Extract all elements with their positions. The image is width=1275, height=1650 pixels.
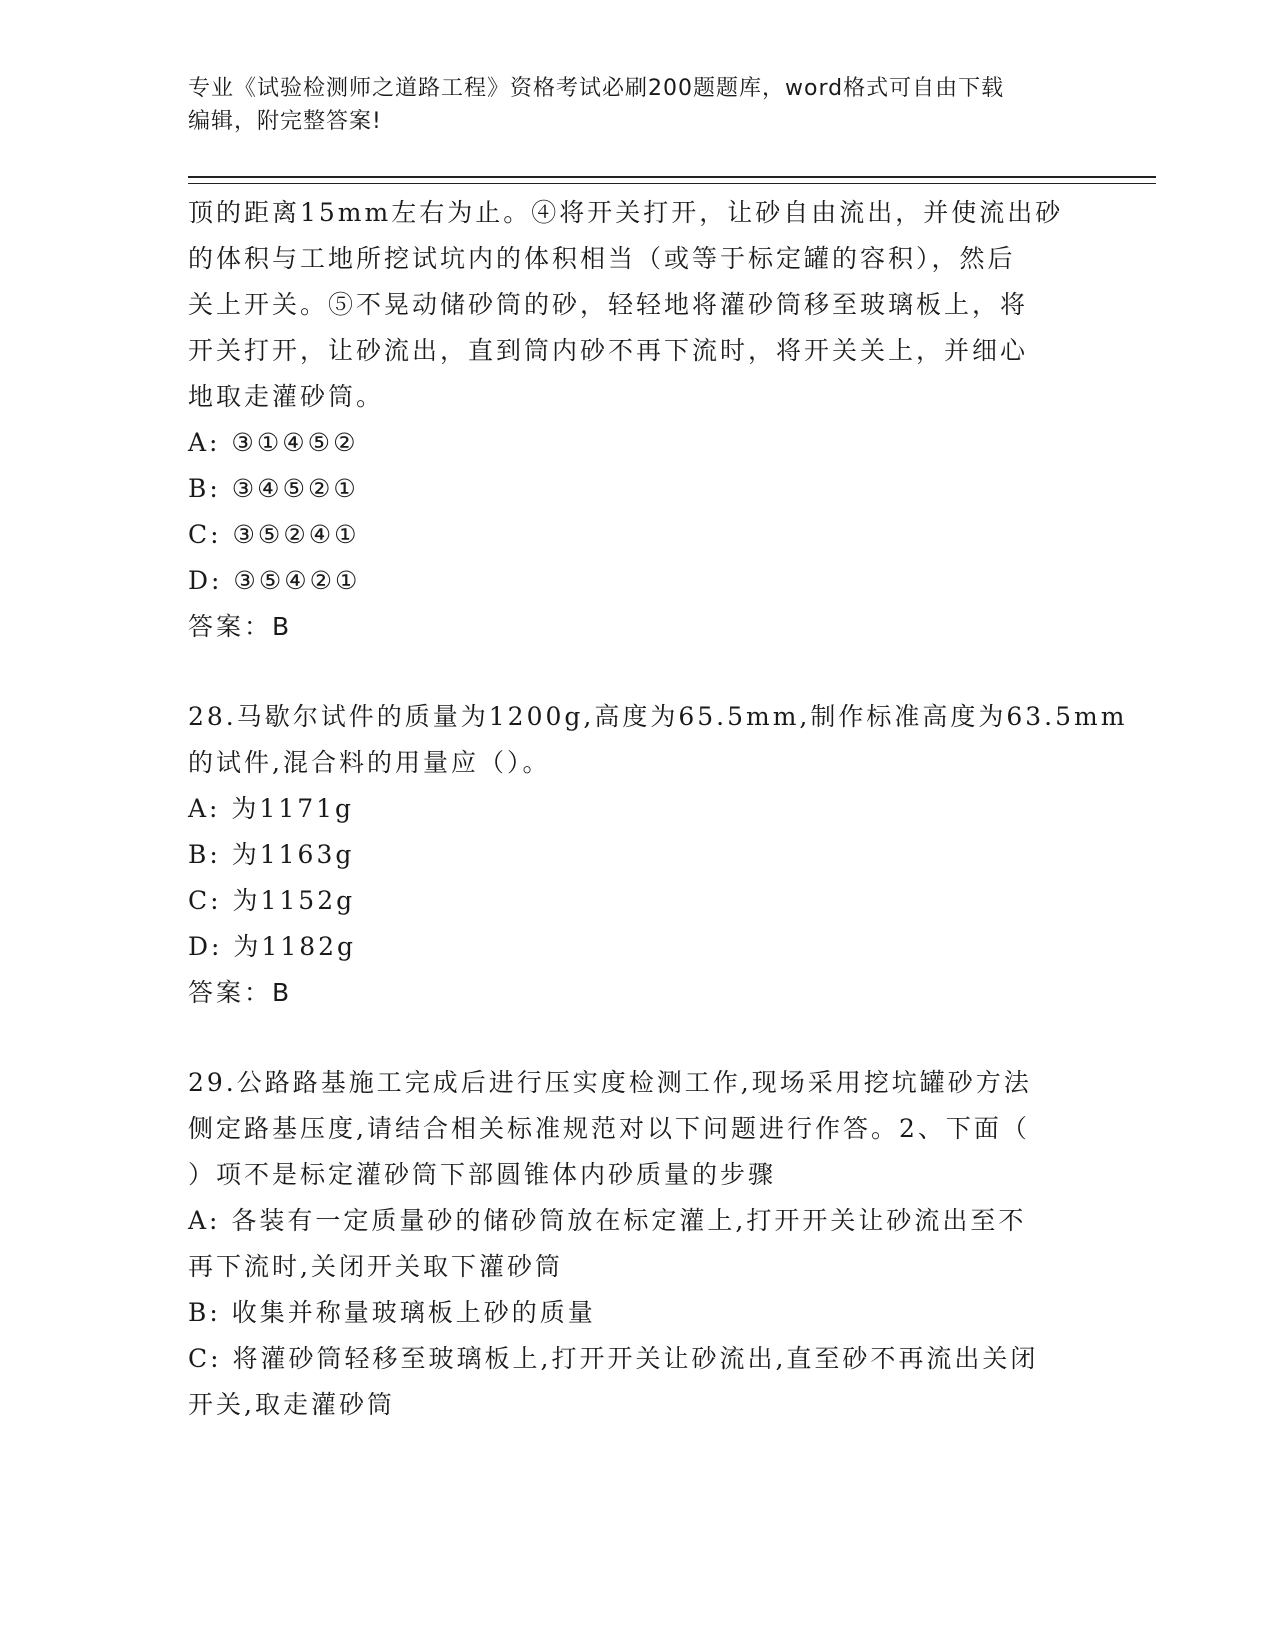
option-c: C: 为1152g bbox=[188, 886, 356, 915]
option-c: C: ③⑤②④① bbox=[188, 520, 360, 549]
question-text-line: 28.马歇尔试件的质量为1200g,高度为65.5mm,制作标准高度为63.5mm bbox=[188, 702, 1128, 731]
option-d: D: 为1182g bbox=[188, 932, 357, 961]
question-text-line: 关上开关。⑤不晃动储砂筒的砂，轻轻地将灌砂筒移至玻璃板上，将 bbox=[188, 290, 1029, 319]
question-27 bbox=[188, 190, 1088, 650]
question-text-line: 的体积与工地所挖试坑内的体积相当（或等于标定罐的容积），然后 bbox=[188, 244, 1016, 273]
option-b: B: 收集并称量玻璃板上砂的质量 bbox=[188, 1298, 596, 1327]
answer-line: 答案：B bbox=[188, 612, 293, 641]
option-a: A: 为1171g bbox=[188, 794, 355, 823]
option-b: B: ③④⑤②① bbox=[188, 474, 359, 503]
question-text-line: 的试件,混合料的用量应（）。 bbox=[188, 748, 551, 777]
question-spacer bbox=[188, 1016, 1088, 1060]
answer-line: 答案：B bbox=[188, 978, 293, 1007]
question-text-line: 开关打开，让砂流出，直到筒内砂不再下流时，将开关关上，并细心 bbox=[188, 336, 1029, 365]
document-header bbox=[188, 72, 1088, 138]
header-title-line-1: 专业《试验检测师之道路工程》资格考试必刷200题题库，word格式可自由下载 bbox=[188, 76, 1005, 101]
header-title-line-2: 编辑，附完整答案! bbox=[188, 109, 382, 134]
question-text-line: 顶的距离15mm左右为止。④将开关打开，让砂自由流出，并使流出砂 bbox=[188, 198, 1064, 227]
option-b: B: 为1163g bbox=[188, 840, 355, 869]
question-text-line: 29.公路路基施工完成后进行压实度检测工作,现场采用挖坑罐砂方法 bbox=[188, 1068, 1032, 1097]
option-c-continued: 开关,取走灌砂筒 bbox=[188, 1390, 395, 1419]
option-a: A: 各装有一定质量砂的储砂筒放在标定灌上,打开开关让砂流出至不 bbox=[188, 1206, 1027, 1235]
question-spacer bbox=[188, 650, 1088, 694]
question-29 bbox=[188, 1060, 1088, 1428]
option-a-continued: 再下流时,关闭开关取下灌砂筒 bbox=[188, 1252, 563, 1281]
option-d: D: ③⑤④②① bbox=[188, 566, 361, 595]
question-text-line: 侧定路基压度,请结合相关标准规范对以下问题进行作答。2、下面（ bbox=[188, 1114, 1030, 1143]
header-rule-thin bbox=[188, 183, 1156, 184]
option-a: A: ③①④⑤② bbox=[188, 428, 359, 457]
question-text-line: ）项不是标定灌砂筒下部圆锥体内砂质量的步骤 bbox=[188, 1160, 777, 1189]
header-rule-thick bbox=[188, 176, 1156, 178]
question-text-line: 地取走灌砂筒。 bbox=[188, 382, 385, 411]
question-28 bbox=[188, 694, 1128, 1016]
option-c: C: 将灌砂筒轻移至玻璃板上,打开开关让砂流出,直至砂不再流出关闭 bbox=[188, 1344, 1039, 1373]
document-body bbox=[188, 190, 1128, 1428]
